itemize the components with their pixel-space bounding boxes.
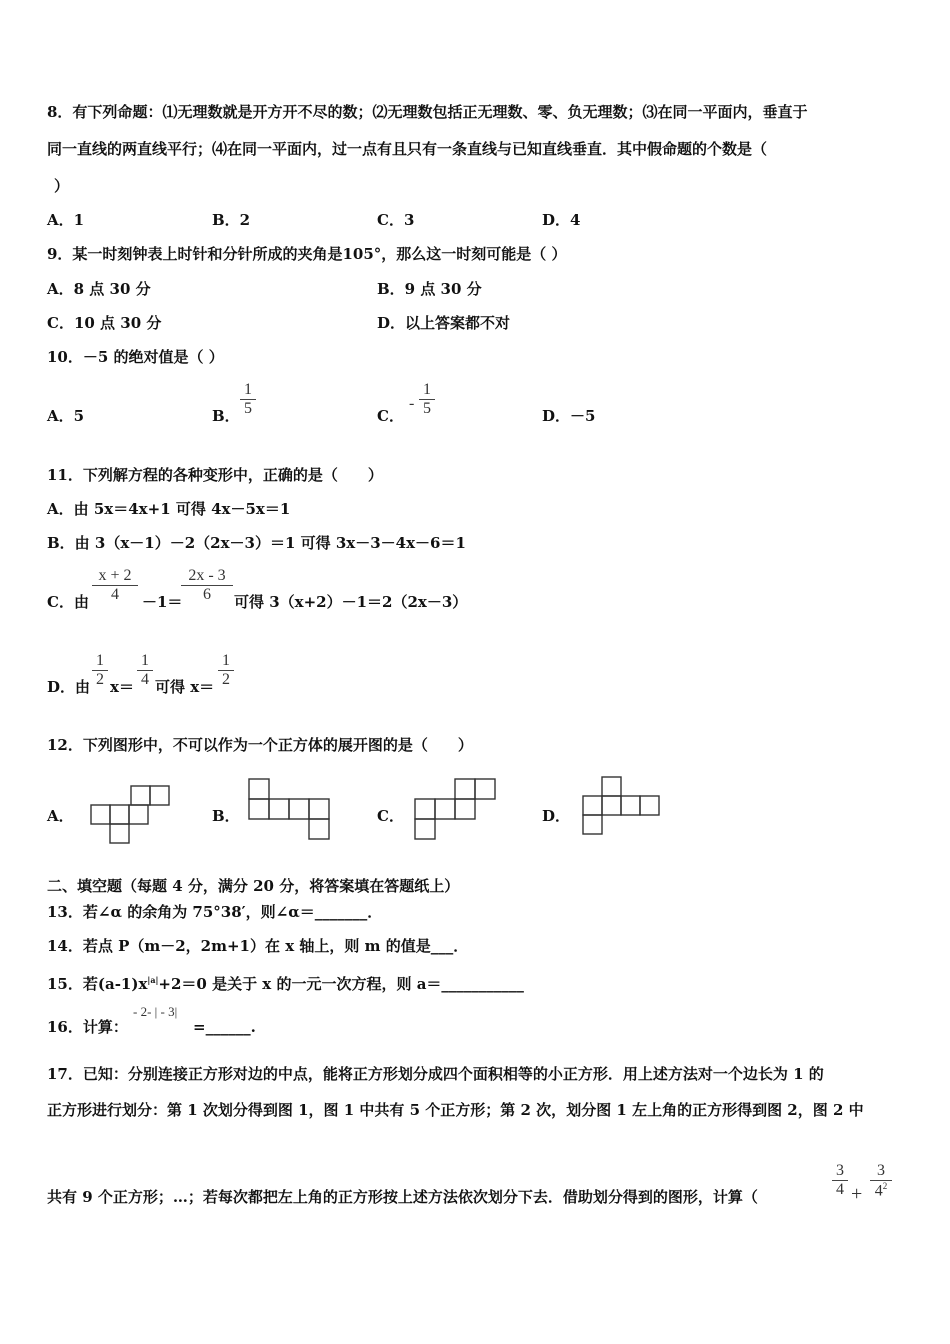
q10-stem: 10．－5 的绝对值是（ ） [47,348,224,366]
fraction-denominator: 4 [836,1181,844,1198]
q14: 14．若点 P（m－2，2m+1）在 x 轴上，则 m 的值是___． [47,937,469,955]
q16-expression: - 2- | - 3| [133,1004,178,1019]
fraction-denominator: 2 [222,671,230,688]
fraction-numerator: 3 [836,1162,844,1179]
q10-option-c-label: C． [377,407,404,425]
q12-option-d-cube-net [582,776,664,838]
section2-title: 二、填空题（每题 4 分，满分 20 分，将答案填在答题纸上） [47,877,460,895]
fraction-denominator: 6 [203,586,211,603]
q11-option-d-fraction1 [92,652,108,689]
fraction-denominator: 5 [244,400,252,417]
q12-option-c-cube-net [414,778,498,842]
q8-option-b: B．2 [212,211,251,229]
q11-option-c-label: C．由 [47,593,89,611]
q8-line2: 同一直线的两直线平行；⑷在同一平面内，过一点有且只有一条直线与已知直线垂直．其中假命题的个数是（ [47,140,768,158]
q17-line3: 共有 9 个正方形；…；若每次都把左上角的正方形按上述方法依次划分下去．借助划分得到的图形，计算（ [47,1188,758,1206]
q8-option-d: D．4 [542,211,581,229]
q12-option-a-label: A． [47,807,74,825]
q13: 13．若∠α 的余角为 75°38′，则∠α＝_______． [47,903,383,921]
q17-fraction2 [870,1162,892,1200]
q11-option-d-fraction2 [137,652,153,689]
q17-plus: + [851,1183,863,1205]
q17-fraction1 [832,1162,848,1199]
fraction-denominator: 4 [111,586,119,603]
q8-option-a: A．1 [47,211,85,229]
fraction-denominator: 4 [141,671,149,688]
q10-option-a: A．5 [47,407,85,425]
q12-option-b-cube-net [248,778,332,842]
q9-stem: 9．某一时刻钟表上时针和分针所成的夹角是105°，那么这一时刻可能是（ ） [47,245,567,263]
fraction-numerator: 1 [423,381,431,398]
fraction-numerator: 3 [877,1162,885,1179]
q17-line1: 17．已知：分别连接正方形对边的中点，能将正方形划分成四个面积相等的小正方形．用上述方法对一个边长为 1 的 [47,1065,824,1083]
q11-option-c-tail: 可得 3（x+2）－1＝2（2x－3） [234,593,468,611]
q11-option-c-fraction2 [181,567,233,604]
q10-option-c-fraction [419,381,435,418]
q15-post: +2＝0 是关于 x 的一元一次方程，则 a＝___________ [158,975,524,993]
q10-option-c-sign: - [409,395,415,412]
q8-line3: ） [54,177,70,195]
q12-option-c-label: C． [377,807,404,825]
q9-option-d: D．以上答案都不对 [377,314,511,332]
q9-option-b: B．9 点 30 分 [377,280,482,298]
q11-option-c-fraction1 [92,567,138,604]
q15 [47,970,524,994]
q11-option-d-fraction3 [218,652,234,689]
q12-option-a-cube-net [90,785,172,845]
fraction-denominator-exponent: 2 [882,1181,888,1191]
q17-line2: 正方形进行划分：第 1 次划分得到图 1，图 1 中共有 5 个正方形；第 2 次，划分图 1 左上角的正方形得到图 2，图 2 中 [47,1101,864,1119]
q8-line1: 8．有下列命题：⑴无理数就是开方开不尽的数；⑵无理数包括正无理数、零、负无理数；⑶在同一平面内，垂直于 [47,103,808,121]
q10-option-b-label: B． [212,407,240,425]
fraction-denominator: 5 [423,400,431,417]
q11-option-a: A．由 5x＝4x+1 可得 4x－5x＝1 [47,500,291,518]
q11-option-d-mid1: x＝ [110,678,134,696]
fraction-numerator: 1 [96,652,104,669]
fraction-numerator: 1 [222,652,230,669]
q11-option-b: B．由 3（x－1）－2（2x－3）＝1 可得 3x－3－4x－6＝1 [47,534,466,552]
q15-exponent: |a| [147,975,159,985]
fraction-denominator-base: 4 [874,1182,883,1200]
q8-option-c: C．3 [377,211,415,229]
q11-option-d-label: D．由 [47,678,91,696]
fraction-numerator: 2x - 3 [188,567,226,584]
q10-option-b-fraction [240,381,256,418]
fraction-denominator [870,1181,892,1200]
q16-label: 16．计算： [47,1018,128,1036]
fraction-numerator: 1 [244,381,252,398]
q11-option-d-mid2: 可得 x＝ [155,678,215,696]
q10-option-d: D．－5 [542,407,596,425]
fraction-numerator: x + 2 [98,567,132,584]
q9-option-a: A．8 点 30 分 [47,280,151,298]
q12-option-d-label: D． [542,807,571,825]
fraction-numerator: 1 [141,652,149,669]
q16-tail: =______. [193,1018,256,1036]
q15-pre: 15．若(a-1)x [47,975,148,993]
fraction-denominator: 2 [96,671,104,688]
q12-option-b-label: B． [212,807,240,825]
q11-option-c-mid: －1＝ [142,593,183,611]
q12-stem: 12．下列图形中，不可以作为一个正方体的展开图的是（ ） [47,736,473,754]
q11-stem: 11．下列解方程的各种变形中，正确的是（ ） [47,466,383,484]
q9-option-c: C．10 点 30 分 [47,314,162,332]
